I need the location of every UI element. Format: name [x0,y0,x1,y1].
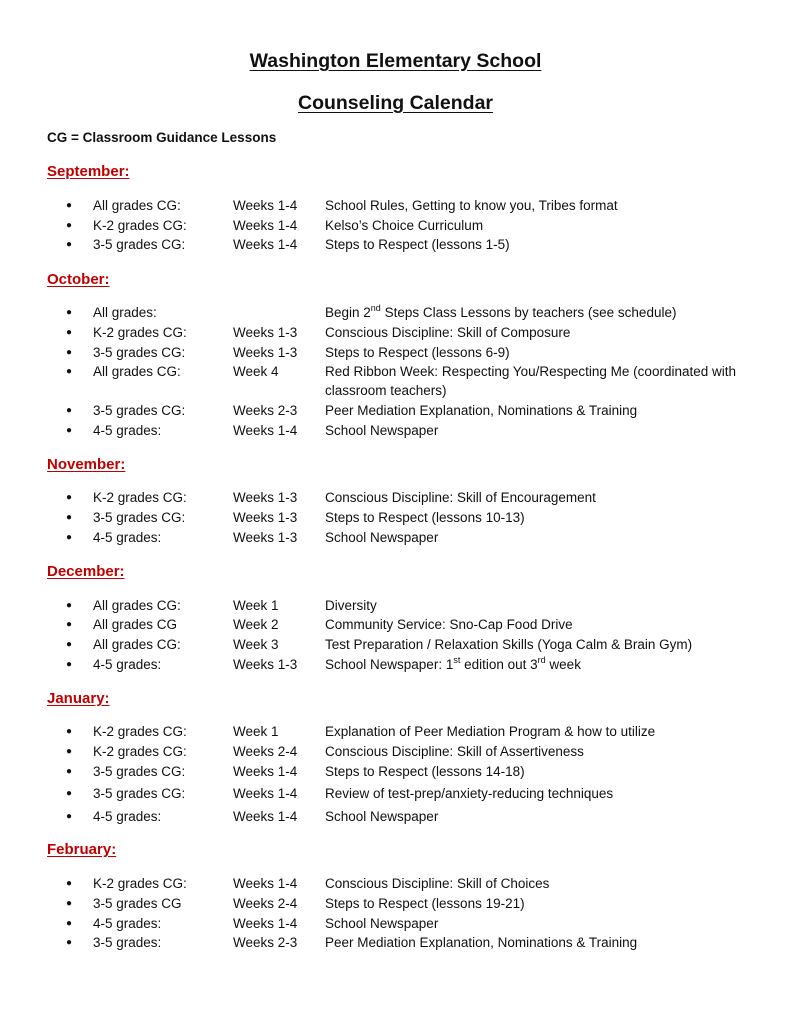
month-heading: February: [47,841,117,858]
list-item [0,615,791,635]
activity-description: Conscious Discipline: Skill of Choices [325,876,550,891]
list-item [0,488,791,508]
weeks-label: Weeks 1-4 [233,198,298,213]
weeks-label: Weeks 1-4 [233,876,298,891]
month-heading: September: [47,163,130,180]
list-item [0,323,791,343]
weeks-label: Weeks 1-4 [233,423,298,438]
bullet-icon: ● [66,307,73,318]
weeks-label: Weeks 2-3 [233,935,298,950]
list-item [0,508,791,528]
activity-description: Steps to Respect (lessons 1-5) [325,237,510,252]
activity-description: Peer Mediation Explanation, Nominations & Training [325,403,638,418]
weeks-label: Week 3 [233,637,279,652]
weeks-label: Weeks 1-3 [233,325,298,340]
grade-label: 4-5 grades: [93,809,162,824]
grade-label: 3-5 grades CG: [93,403,186,418]
grade-label: 4-5 grades: [93,916,162,931]
weeks-label: Weeks 1-4 [233,786,298,801]
list-item [0,655,791,675]
month-heading: January: [47,690,110,707]
list-item [0,784,791,804]
list-item [0,807,791,827]
ordinal-suffix: st [453,655,461,665]
activity-description: Community Service: Sno-Cap Food Drive [325,617,573,632]
list-item [0,722,791,742]
weeks-label: Weeks 1-3 [233,490,298,505]
list-item [0,528,791,548]
bullet-icon: ● [66,366,73,377]
month-heading: December: [47,563,125,580]
list-item [0,933,791,953]
bullet-icon: ● [66,898,73,909]
activity-description: Steps to Respect (lessons 14-18) [325,764,525,779]
document-title: Washington Elementary School [249,50,542,72]
grade-label: K-2 grades CG: [93,325,187,340]
list-item [0,874,791,894]
grade-label: All grades CG [93,617,178,632]
bullet-icon: ● [66,512,73,523]
grade-label: K-2 grades CG: [93,876,187,891]
month-heading: November: [47,456,126,473]
grade-label: All grades CG: [93,637,181,652]
grade-label: 3-5 grades CG: [93,786,186,801]
list-item [0,762,791,782]
grade-label: 3-5 grades: [93,935,162,950]
activity-description: Red Ribbon Week: Respecting You/Respecting Me (coordinated with classroom teachers) [325,364,736,398]
grade-label: K-2 grades CG: [93,744,187,759]
bullet-icon: ● [66,492,73,503]
grade-label: All grades CG: [93,598,181,613]
activity-description: Steps to Respect (lessons 6-9) [325,345,510,360]
activity-description: Conscious Discipline: Skill of Encouragement [325,490,596,505]
weeks-label: Weeks 1-4 [233,809,298,824]
bullet-icon: ● [66,659,73,670]
activity-description: Steps to Respect (lessons 19-21) [325,896,525,911]
bullet-icon: ● [66,788,73,799]
activity-description: School Newspaper [325,916,439,931]
activity-description [325,303,765,323]
grade-label: 4-5 grades: [93,423,162,438]
bullet-icon: ● [66,220,73,231]
weeks-label: Weeks 1-3 [233,657,298,672]
description-text: edition out 3 [460,657,538,672]
weeks-label: Week 1 [233,598,279,613]
activity-description: Steps to Respect (lessons 10-13) [325,510,525,525]
list-item [0,401,791,421]
bullet-icon: ● [66,811,73,822]
activity-description: Diversity [325,598,377,613]
bullet-icon: ● [66,878,73,889]
grade-label: 3-5 grades CG: [93,764,186,779]
grade-label: K-2 grades CG: [93,218,187,233]
legend-note: CG = Classroom Guidance Lessons [47,130,277,145]
weeks-label: Weeks 1-4 [233,218,298,233]
weeks-label: Week 4 [233,364,279,379]
bullet-icon: ● [66,746,73,757]
weeks-label: Weeks 1-3 [233,530,298,545]
weeks-label: Weeks 1-3 [233,510,298,525]
activity-description: School Newspaper [325,530,439,545]
description-text: School Newspaper: 1 [325,657,454,672]
weeks-label: Weeks 1-4 [233,237,298,252]
bullet-icon: ● [66,532,73,543]
weeks-label: Weeks 2-4 [233,896,298,911]
list-item [0,343,791,363]
list-item [0,362,791,402]
document-subtitle: Counseling Calendar [297,92,494,114]
bullet-icon: ● [66,639,73,650]
list-item [0,216,791,236]
activity-description: Explanation of Peer Mediation Program & how to utilize [325,724,656,739]
activity-description: School Newspaper [325,423,439,438]
description-text: week [545,657,581,672]
grade-label: All grades CG: [93,198,181,213]
activity-description: School Rules, Getting to know you, Tribes format [325,198,618,213]
activity-description: Conscious Discipline: Skill of Composure [325,325,571,340]
grade-label: 3-5 grades CG [93,896,182,911]
list-item [0,235,791,255]
activity-description: School Newspaper [325,809,439,824]
grade-label: All grades CG: [93,364,181,379]
bullet-icon: ● [66,918,73,929]
activity-description: Conscious Discipline: Skill of Assertiveness [325,744,584,759]
bullet-icon: ● [66,600,73,611]
grade-label: 4-5 grades: [93,657,162,672]
weeks-label: Week 2 [233,617,279,632]
bullet-icon: ● [66,619,73,630]
month-heading: October: [47,271,110,288]
grade-label: K-2 grades CG: [93,490,187,505]
bullet-icon: ● [66,425,73,436]
bullet-icon: ● [66,937,73,948]
description-text: Begin 2 [325,305,371,320]
grade-label: K-2 grades CG: [93,724,187,739]
grade-label: 3-5 grades CG: [93,345,186,360]
weeks-label: Weeks 2-3 [233,403,298,418]
weeks-label: Weeks 1-3 [233,345,298,360]
list-item [0,303,791,323]
description-text: Steps Class Lessons by teachers (see schedule) [380,305,677,320]
bullet-icon: ● [66,766,73,777]
grade-label: 3-5 grades CG: [93,510,186,525]
list-item [0,421,791,441]
weeks-label: Weeks 1-4 [233,764,298,779]
bullet-icon: ● [66,726,73,737]
bullet-icon: ● [66,239,73,250]
activity-description [325,655,765,675]
list-item [0,894,791,914]
list-item [0,596,791,616]
list-item [0,635,791,655]
weeks-label: Weeks 1-4 [233,916,298,931]
activity-description: Peer Mediation Explanation, Nominations & Training [325,935,638,950]
list-item [0,742,791,762]
list-item [0,196,791,216]
grade-label: All grades: [93,305,157,320]
ordinal-suffix: nd [370,303,381,313]
grade-label: 3-5 grades CG: [93,237,186,252]
bullet-icon: ● [66,405,73,416]
list-item [0,914,791,934]
activity-description: Review of test-prep/anxiety-reducing techniques [325,786,614,801]
bullet-icon: ● [66,327,73,338]
weeks-label: Week 1 [233,724,279,739]
weeks-label: Weeks 2-4 [233,744,298,759]
grade-label: 4-5 grades: [93,530,162,545]
ordinal-suffix: rd [537,655,546,665]
bullet-icon: ● [66,200,73,211]
activity-description: Test Preparation / Relaxation Skills (Yoga Calm & Brain Gym) [325,637,693,652]
activity-description: Kelso’s Choice Curriculum [325,218,484,233]
bullet-icon: ● [66,347,73,358]
